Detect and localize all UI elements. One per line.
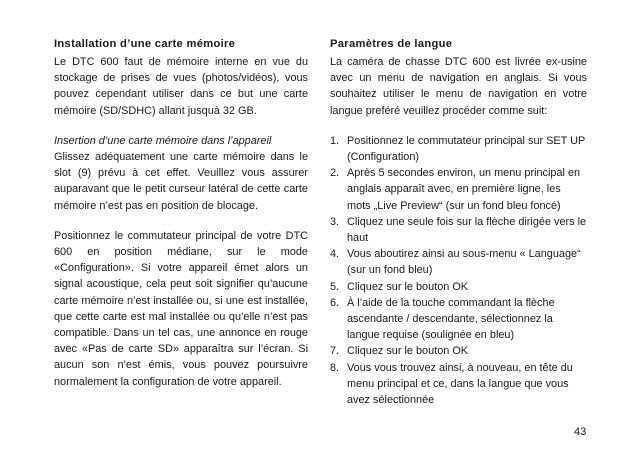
insertion-body: Glissez adéquatement une carte mémoire dans le slot (9) prévu à cet effet. Veuillez vous assurer auparavant que le petit curseur latéral de cette carte mémoire n’est pas en position de blocage.	[54, 151, 308, 212]
list-item: 5. Cliquez sur le bouton OK	[330, 280, 469, 293]
language-steps-list	[330, 133, 587, 408]
list-item: 3. Cliquez une seule fois sur la flèche dirigée vers le haut	[330, 215, 587, 245]
insertion-paragraph	[54, 133, 308, 214]
right-column	[330, 37, 587, 408]
list-item: 8. Vous vous trouvez ainsi, à nouveau, en tête du menu principal et ce, dans la langue que vous avez sélectionnée	[330, 361, 573, 407]
left-column	[54, 37, 308, 390]
language-intro: La caméra de chasse DTC 600 est livrée ex-usine avec un menu de navigation en anglais. Si vous souhaitez utiliser le menu de navigation en votre langue preféré veuillez procéder comme suit:	[330, 56, 587, 117]
list-item: 2. Après 5 secondes environ, un menu principal en anglais apparaît avec, en première ligne, les mots „Live Preview“ (sur un fond bleu foncé)	[330, 167, 581, 212]
page-number: 43	[574, 426, 587, 438]
memory-card-intro: Le DTC 600 faut de mémoire interne en vue du stockage de prises de vues (photos/vidéos), vous pouvez cependant utiliser dans ce but une carte mémoire (SD/SDHC) allant jusquà 32 GB.	[54, 56, 308, 117]
list-item: 6. À l’aide de la touche commandant la flèche ascendante / descendante, sélectionnez la langue requise (soulignée en bleu)	[330, 296, 555, 342]
insertion-subheading: Insertion d’une carte mémoire dans l’appareil	[54, 134, 272, 147]
section-heading-language: Paramètres de langue	[330, 38, 453, 50]
list-item: 4. Vous aboutirez ainsi au sous-menu « Language“ (sur un fond bleu)	[330, 248, 581, 277]
switch-position-paragraph: Positionnez le commutateur principal de votre DTC 600 en position médiane, sur le mode «Configuration». Si votre appareil émet alors un signal acoustique, cela peut soit signifier qu’aucune carte mémoire n’est installée ou, si une est installée, que cette carte est mal installée ou qu’elle n’est pas compatible. Dans un tel cas, une annonce en rouge avec «Pas de carte SD» apparaîtra sur l’écran. Si aucun son n’est émis, vous pouvez poursuivre normalement la configuration de votre appareil.	[54, 229, 308, 388]
list-item: 1. Positionnez le commutateur principal sur SET UP (Configuration)	[330, 134, 586, 164]
list-item: 7. Cliquez sur le bouton OK	[330, 345, 469, 358]
section-heading-memory-card: Installation d’une carte mémoire	[54, 38, 236, 50]
